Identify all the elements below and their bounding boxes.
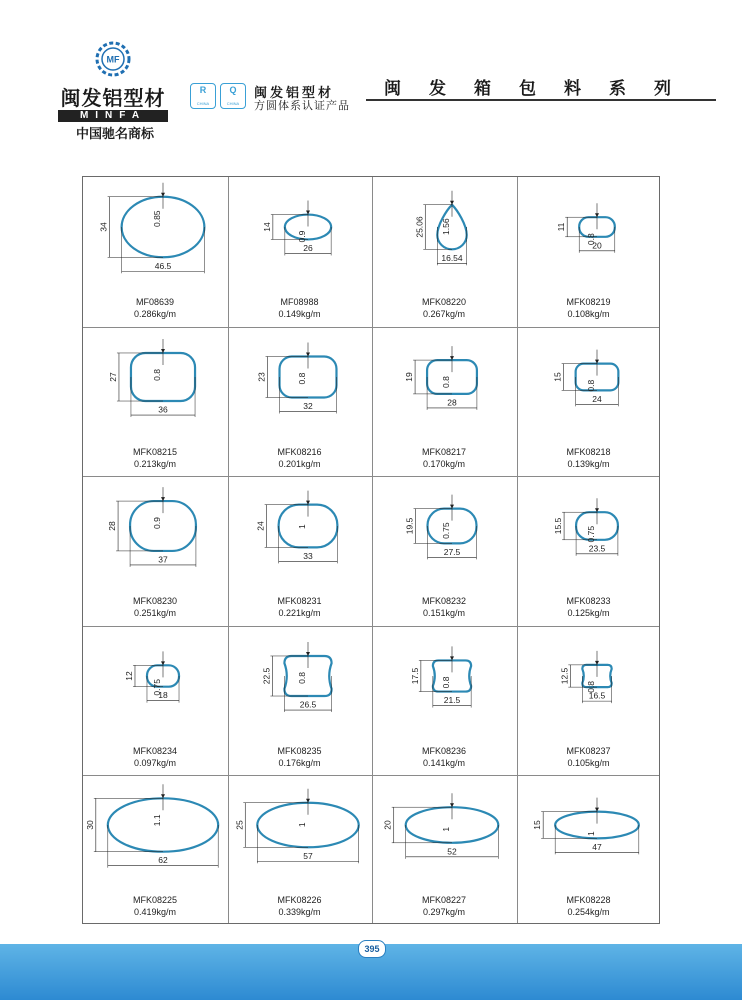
cert-r-letter: R [199, 85, 207, 95]
height-dimension-label: 30 [84, 820, 95, 831]
header-divider [366, 99, 716, 101]
certification-r-badge [190, 83, 216, 109]
product-model: MFK08227 [421, 895, 467, 906]
product-model: MFK08237 [566, 745, 611, 756]
wall-thickness-label: 0.8 [585, 379, 596, 392]
product-model: MFK08226 [277, 895, 322, 906]
width-dimension-label: 24 [591, 393, 602, 404]
width-dimension-label: 26.5 [299, 699, 316, 710]
product-cell [517, 327, 662, 477]
width-dimension-label: 28 [447, 397, 457, 408]
wall-thickness-label: 0.85 [152, 210, 162, 228]
product-weight: 0.176kg/m [278, 757, 321, 768]
product-model: MFK08235 [277, 745, 322, 756]
profile-drawing [83, 476, 227, 596]
height-dimension-label: 12.5 [558, 667, 569, 685]
width-dimension-label: 16.54 [441, 252, 463, 263]
cert-q-caption: CHINA [226, 101, 240, 106]
product-cell [517, 177, 662, 327]
product-weight: 0.221kg/m [278, 608, 321, 619]
height-dimension-label: 12 [123, 671, 134, 681]
profile-drawing [372, 626, 516, 746]
width-dimension-label: 32 [302, 400, 313, 411]
product-cell [517, 626, 662, 776]
wall-thickness-label: 0.8 [441, 375, 451, 388]
product-weight: 0.286kg/m [133, 309, 177, 319]
product-cell [228, 775, 373, 925]
wall-thickness-label: 1.56 [441, 218, 451, 235]
product-cell [372, 177, 517, 327]
height-dimension-label: 20 [382, 820, 393, 831]
height-dimension-label: 25.06 [414, 216, 425, 238]
height-dimension-label: 17.5 [409, 667, 420, 685]
height-dimension-label: 15 [531, 820, 542, 831]
profile-drawing [517, 177, 661, 297]
product-weight: 0.254kg/m [567, 907, 610, 918]
product-weight: 0.097kg/m [133, 757, 177, 768]
wall-thickness-label: 0.9 [296, 230, 307, 243]
certification-q-badge [220, 83, 246, 109]
product-model: MFK08232 [421, 596, 467, 607]
wall-thickness-label: 0.8 [441, 676, 451, 689]
product-cell [83, 626, 228, 776]
profile-drawing [83, 775, 227, 895]
product-cell [83, 177, 228, 327]
wall-thickness-label: 1.1 [152, 814, 162, 827]
height-dimension-label: 28 [107, 521, 118, 531]
product-model: MFK08230 [132, 596, 178, 607]
width-dimension-label: 37 [158, 554, 168, 565]
cert-r-caption: CHINA [196, 101, 210, 106]
product-model: MFK08234 [132, 745, 178, 756]
product-weight: 0.339kg/m [278, 907, 321, 918]
height-dimension-label: 24 [255, 521, 266, 531]
profile-drawing [372, 177, 516, 297]
product-model: MFK08225 [132, 895, 178, 906]
height-dimension-label: 15 [552, 371, 563, 382]
product-weight: 0.105kg/m [567, 757, 610, 768]
profile-drawing [83, 626, 227, 746]
height-dimension-label: 19 [404, 371, 415, 382]
profile-drawing [228, 775, 372, 895]
wall-thickness-label: 1 [296, 822, 307, 828]
product-cell [83, 327, 228, 477]
product-cell [372, 626, 517, 776]
profile-drawing [228, 476, 372, 596]
product-model: MFK08217 [421, 446, 467, 457]
product-cell [372, 327, 517, 477]
product-model: MFK08215 [132, 446, 178, 457]
profile-drawing [517, 626, 661, 746]
height-dimension-label: 14 [261, 222, 272, 232]
product-weight: 0.141kg/m [422, 757, 466, 768]
product-model: MF08988 [280, 297, 319, 307]
product-weight: 0.139kg/m [567, 458, 610, 469]
profile-drawing [83, 327, 227, 447]
height-dimension-label: 23 [256, 371, 267, 382]
minfa-emblem-logo [92, 38, 134, 80]
product-model: MFK08216 [277, 446, 322, 457]
width-dimension-label: 46.5 [154, 260, 172, 271]
product-model: MFK08236 [421, 745, 467, 756]
profile-drawing [372, 327, 516, 447]
product-cell [372, 775, 517, 925]
profile-drawing [83, 177, 227, 297]
height-dimension-label: 11 [555, 222, 566, 232]
product-model: MFK08219 [566, 297, 611, 307]
brand-latin-name: MINFA [58, 110, 168, 122]
wall-thickness-arrow [450, 201, 454, 205]
wall-thickness-label: 0.8 [296, 671, 307, 684]
profile-drawing [517, 327, 661, 447]
width-dimension-label: 47 [591, 842, 602, 853]
product-cell [228, 177, 373, 327]
product-weight: 0.419kg/m [133, 907, 177, 918]
product-cell [228, 327, 373, 477]
brand-slogan: 中国驰名商标 [75, 126, 154, 141]
width-dimension-label: 26 [302, 242, 313, 253]
width-dimension-label: 23.5 [588, 543, 605, 554]
wall-thickness-label: 0.75 [152, 678, 162, 696]
page-number: 395 [358, 940, 386, 958]
width-dimension-label: 20 [591, 240, 602, 251]
profile-drawing [228, 327, 372, 447]
product-model: MFK08228 [566, 895, 611, 906]
product-model: MF08639 [135, 297, 175, 307]
product-weight: 0.151kg/m [422, 608, 466, 619]
product-weight: 0.201kg/m [278, 458, 321, 469]
product-model: MFK08231 [277, 596, 322, 607]
product-weight: 0.297kg/m [422, 907, 466, 918]
certification-text: 方圆体系认证产品 [254, 100, 350, 112]
width-dimension-label: 62 [158, 855, 168, 866]
wall-thickness-label: 1 [585, 831, 596, 837]
product-cell [517, 775, 662, 925]
wall-thickness-label: 0.8 [296, 372, 307, 385]
profile-drawing [517, 476, 661, 596]
product-model: MFK08218 [566, 446, 611, 457]
wall-thickness-label: 0.75 [441, 522, 451, 540]
wall-thickness-label: 0.8 [585, 233, 596, 246]
width-dimension-label: 27.5 [443, 547, 461, 558]
height-dimension-label: 34 [98, 222, 109, 232]
profile-drawing [228, 177, 372, 297]
product-cell [83, 775, 228, 925]
product-weight: 0.213kg/m [133, 458, 177, 469]
profile-drawing [517, 775, 661, 895]
wall-thickness-label: 0.8 [585, 680, 596, 693]
product-cell [228, 626, 373, 776]
brand-name: 闽发铝型材 [60, 86, 166, 110]
height-dimension-label: 22.5 [260, 667, 271, 685]
profile-drawing [228, 626, 372, 746]
width-dimension-label: 36 [158, 404, 168, 415]
wall-thickness-label: 1 [441, 827, 451, 832]
product-model: MFK08220 [421, 297, 467, 307]
product-weight: 0.125kg/m [567, 608, 610, 619]
wall-thickness-label: 0.8 [152, 368, 162, 381]
emblem-text: MF [106, 54, 120, 65]
certification-brand: 闽发铝型材 [254, 86, 335, 101]
height-dimension-label: 27 [107, 371, 118, 382]
height-dimension-label: 19.5 [404, 517, 415, 535]
product-cell [228, 476, 373, 626]
product-cell [517, 476, 662, 626]
series-title: 闽发箱包料系列 [384, 79, 699, 99]
width-dimension-label: 57 [302, 851, 313, 862]
height-dimension-label: 25 [233, 820, 244, 831]
width-dimension-label: 18 [158, 689, 168, 700]
wall-thickness-label: 1 [296, 524, 307, 530]
width-dimension-label: 21.5 [443, 694, 461, 705]
product-weight: 0.170kg/m [422, 458, 466, 469]
height-dimension-label: 15.5 [552, 517, 563, 535]
width-dimension-label: 33 [302, 551, 313, 562]
product-cell [372, 476, 517, 626]
width-dimension-label: 16.5 [588, 690, 605, 701]
profile-drawing [372, 476, 516, 596]
product-weight: 0.149kg/m [278, 309, 321, 319]
width-dimension-label: 52 [447, 846, 457, 857]
product-weight: 0.108kg/m [567, 309, 610, 319]
profile-catalog-grid [82, 176, 660, 924]
wall-thickness-label: 0.9 [152, 517, 162, 530]
product-weight: 0.251kg/m [133, 608, 177, 619]
product-cell [83, 476, 228, 626]
wall-thickness-label: 0.75 [585, 526, 596, 543]
profile-drawing [372, 775, 516, 895]
cert-q-letter: Q [229, 85, 237, 95]
product-weight: 0.267kg/m [422, 309, 466, 319]
product-model: MFK08233 [566, 596, 611, 607]
